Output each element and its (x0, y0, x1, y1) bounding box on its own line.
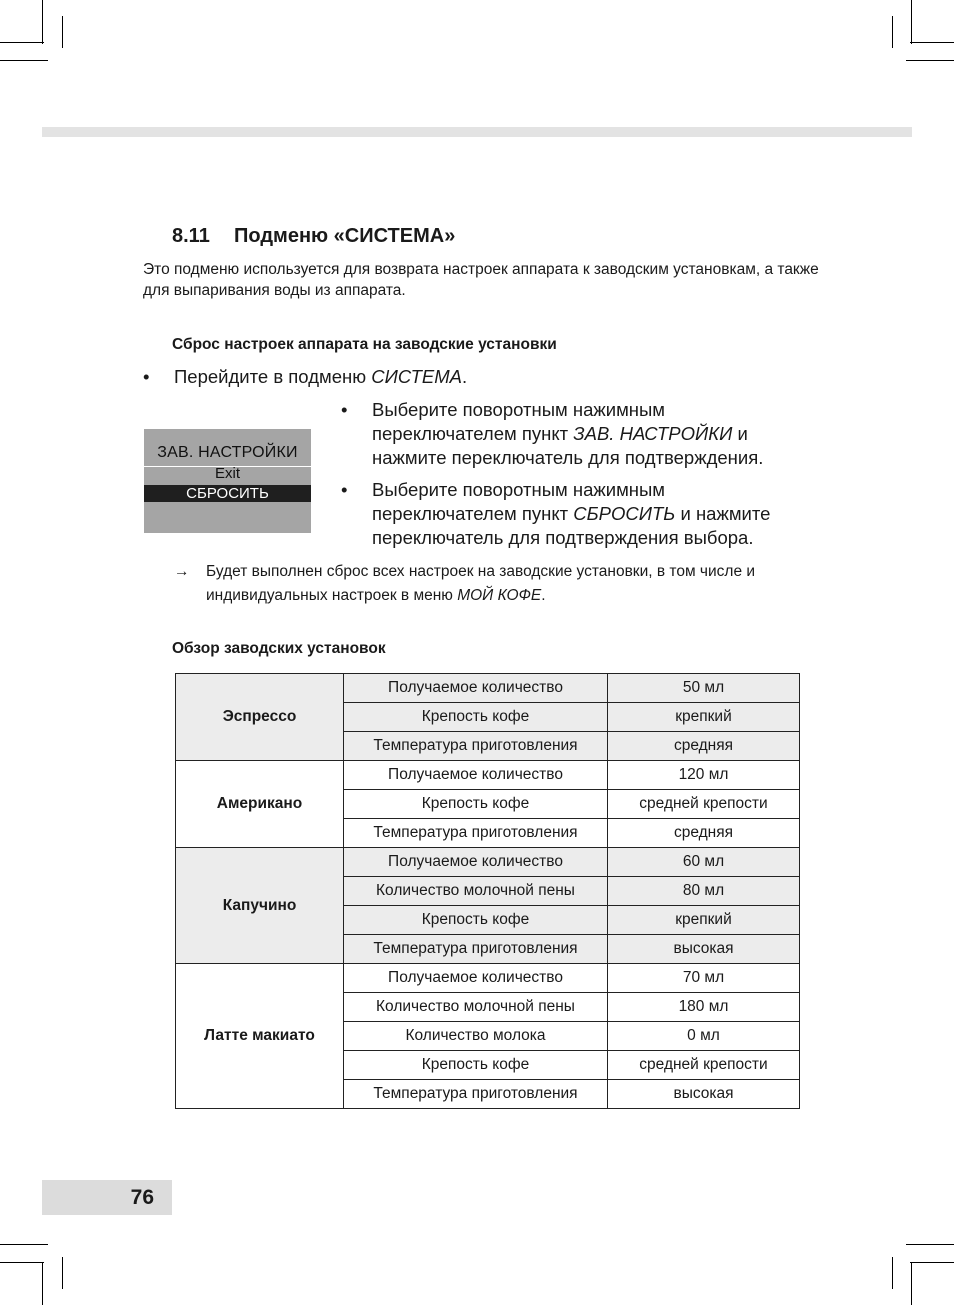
crop-mark (0, 42, 44, 43)
drink-name-cell: Капучино (176, 848, 344, 964)
parameter-cell: Крепость кофе (344, 703, 608, 732)
section-number: 8.11 (172, 225, 210, 247)
page-number: 76 (130, 1186, 154, 1209)
factory-settings-table (175, 673, 800, 1109)
crop-mark (906, 60, 954, 61)
parameter-cell: Крепость кофе (344, 906, 608, 935)
value-cell: средней крепости (608, 790, 800, 819)
crop-mark (911, 0, 912, 44)
intro-paragraph: Это подменю используется для возврата настроек аппарата к заводским установкам, а также для выпаривания воды из аппарата. (143, 261, 819, 299)
drink-name-cell: Американо (176, 761, 344, 848)
table-row (176, 964, 800, 993)
result-note: → Будет выполнен сброс всех настроек на заводские установки, в том числе и индивидуальных настроек в меню МОЙ КОФЕ. (174, 560, 814, 608)
value-cell: 60 мл (608, 848, 800, 877)
value-cell: высокая (608, 935, 800, 964)
crop-mark (62, 16, 63, 48)
value-cell: 70 мл (608, 964, 800, 993)
term-zav-nastroyki: ЗАВ. НАСТРОЙКИ (573, 423, 733, 444)
crop-mark (0, 1244, 48, 1245)
crop-mark (42, 1262, 43, 1305)
step-2: • Выберите поворотным нажимным переключателем пункт ЗАВ. НАСТРОЙКИ и нажмите переключатель для подтверждения. (341, 399, 764, 468)
crop-mark (892, 1257, 893, 1289)
display-exit-item: Exit (214, 465, 240, 482)
table-row (176, 848, 800, 877)
value-cell: 180 мл (608, 993, 800, 1022)
section-title (172, 225, 455, 248)
crop-mark (42, 0, 43, 44)
value-cell: 80 мл (608, 877, 800, 906)
reset-heading: Сброс настроек аппарата на заводские установки (172, 336, 557, 353)
value-cell: крепкий (608, 906, 800, 935)
parameter-cell: Получаемое количество (344, 674, 608, 703)
drink-name-cell: Эспрессо (176, 674, 344, 761)
parameter-cell: Количество молочной пены (344, 877, 608, 906)
term-moy-kofe: МОЙ КОФЕ (457, 587, 542, 604)
arrow-icon: → (174, 563, 190, 580)
parameter-cell: Крепость кофе (344, 790, 608, 819)
display-title: ЗАВ. НАСТРОЙКИ (157, 444, 298, 461)
table-row (176, 674, 800, 703)
parameter-cell: Получаемое количество (344, 761, 608, 790)
display-selected-item: СБРОСИТЬ (144, 485, 311, 502)
device-display (144, 429, 311, 533)
crop-mark (911, 1262, 912, 1305)
bullet-icon: • (341, 479, 348, 500)
value-cell: средней крепости (608, 1051, 800, 1080)
page-number-box (42, 1180, 172, 1215)
term-sbrosit: СБРОСИТЬ (573, 503, 676, 524)
parameter-cell: Крепость кофе (344, 1051, 608, 1080)
value-cell: 0 мл (608, 1022, 800, 1051)
parameter-cell: Температура приготовления (344, 732, 608, 761)
bullet-icon: • (143, 366, 150, 387)
crop-mark (0, 60, 48, 61)
header-bar (42, 127, 912, 137)
crop-mark (910, 1262, 954, 1263)
overview-heading: Обзор заводских установок (172, 640, 386, 657)
value-cell: средняя (608, 732, 800, 761)
value-cell: высокая (608, 1080, 800, 1109)
value-cell: крепкий (608, 703, 800, 732)
parameter-cell: Получаемое количество (344, 848, 608, 877)
parameter-cell: Количество молока (344, 1022, 608, 1051)
bullet-icon: • (341, 399, 348, 420)
parameter-cell: Температура приготовления (344, 819, 608, 848)
crop-mark (910, 42, 954, 43)
crop-mark (906, 1244, 954, 1245)
value-cell: средняя (608, 819, 800, 848)
value-cell: 120 мл (608, 761, 800, 790)
parameter-cell: Температура приготовления (344, 1080, 608, 1109)
table-row (176, 761, 800, 790)
drink-name-cell: Латте макиато (176, 964, 344, 1109)
crop-mark (62, 1257, 63, 1289)
value-cell: 50 мл (608, 674, 800, 703)
term-sistema: СИСТЕМА (371, 366, 462, 387)
crop-mark (892, 16, 893, 48)
crop-mark (0, 1262, 44, 1263)
step-3: • Выберите поворотным нажимным переключателем пункт СБРОСИТЬ и нажмите переключатель для подтверждения выбора. (341, 479, 771, 548)
parameter-cell: Количество молочной пены (344, 993, 608, 1022)
parameter-cell: Температура приготовления (344, 935, 608, 964)
parameter-cell: Получаемое количество (344, 964, 608, 993)
section-title-text: Подменю «СИСТЕМА» (234, 225, 456, 247)
step-1: • Перейдите в подменю СИСТЕМА. (143, 366, 468, 387)
